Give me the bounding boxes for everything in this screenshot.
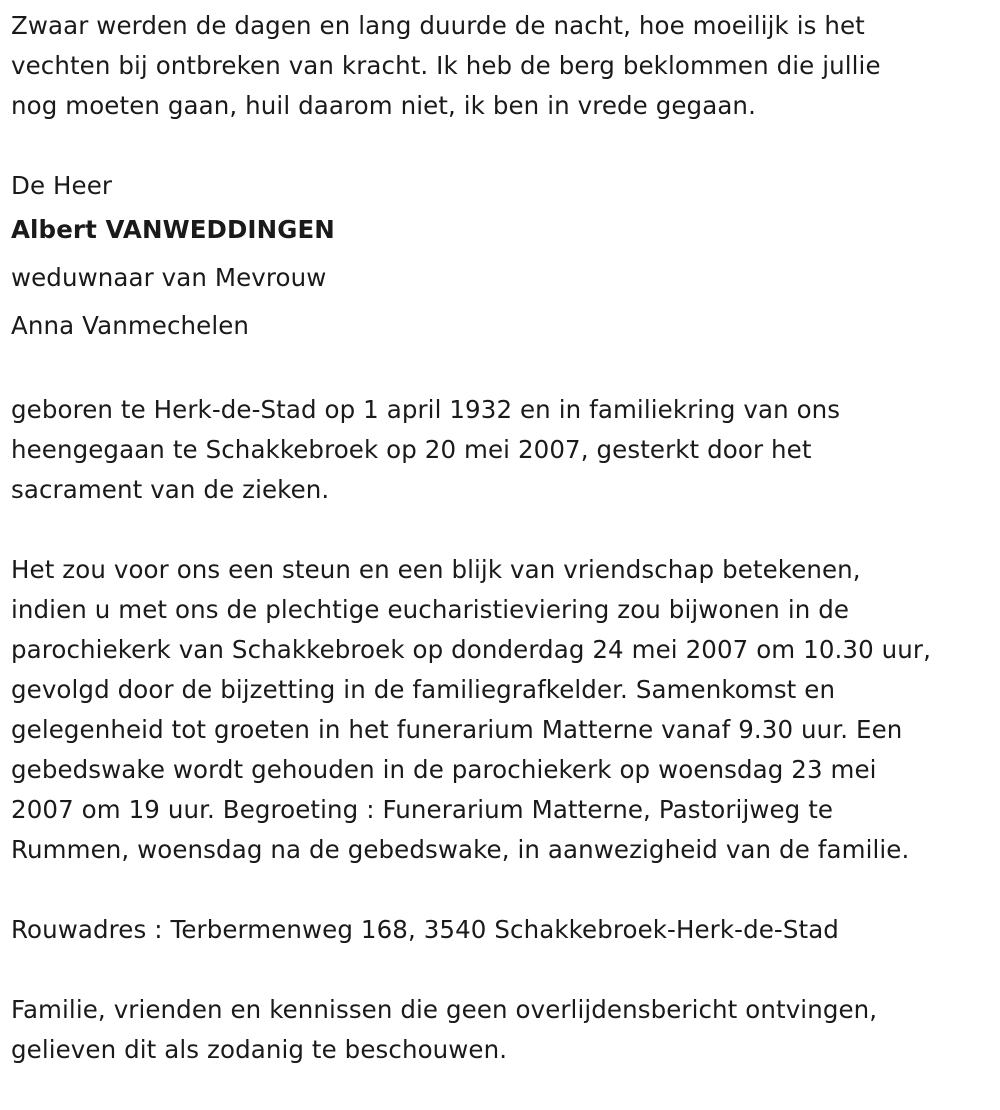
ceremony-line: Het zou voor ons een steun en een blijk van vriendschap betekenen,	[11, 555, 861, 584]
ceremony-line: Rummen, woensdag na de gebedswake, in aanwezigheid van de familie.	[11, 835, 910, 864]
intro-line: nog moeten gaan, huil daarom niet, ik ben in vrede gegaan.	[11, 91, 756, 120]
closing-paragraph	[11, 990, 996, 1070]
deceased-relation: weduwnaar van Mevrouw	[11, 263, 327, 292]
deceased-name: Albert VANWEDDINGEN	[11, 215, 335, 244]
deceased-block	[11, 166, 996, 350]
ceremony-paragraph	[11, 550, 996, 870]
intro-line: vechten bij ontbreken van kracht. Ik heb de berg beklommen die jullie	[11, 51, 881, 80]
deceased-title: De Heer	[11, 171, 113, 200]
address-paragraph	[11, 910, 996, 950]
obituary-document	[11, 6, 996, 1110]
birth-death-paragraph	[11, 390, 996, 510]
closing-line: gelieven dit als zodanig te beschouwen.	[11, 1035, 508, 1064]
intro-line: Zwaar werden de dagen en lang duurde de nacht, hoe moeilijk is het	[11, 11, 865, 40]
closing-line: Familie, vrienden en kennissen die geen overlijdensbericht ontvingen,	[11, 995, 878, 1024]
ceremony-line: 2007 om 19 uur. Begroeting : Funerarium Matterne, Pastorijweg te	[11, 795, 834, 824]
ceremony-line: parochiekerk van Schakkebroek op donderdag 24 mei 2007 om 10.30 uur,	[11, 635, 931, 664]
ceremony-line: gevolgd door de bijzetting in de familiegrafkelder. Samenkomst en	[11, 675, 836, 704]
ceremony-line: gebedswake wordt gehouden in de parochiekerk op woensdag 23 mei	[11, 755, 877, 784]
birth-death-line: heengegaan te Schakkebroek op 20 mei 2007, gesterkt door het	[11, 435, 812, 464]
birth-death-line: geboren te Herk-de-Stad op 1 april 1932 en in familiekring van ons	[11, 395, 841, 424]
intro-poem	[11, 6, 996, 126]
ceremony-line: indien u met ons de plechtige eucharistieviering zou bijwonen in de	[11, 595, 850, 624]
ceremony-line: gelegenheid tot groeten in het funerarium Matterne vanaf 9.30 uur. Een	[11, 715, 903, 744]
birth-death-line: sacrament van de zieken.	[11, 475, 330, 504]
mourning-address: Rouwadres : Terbermenweg 168, 3540 Schakkebroek-Herk-de-Stad	[11, 915, 839, 944]
deceased-spouse: Anna Vanmechelen	[11, 311, 250, 340]
